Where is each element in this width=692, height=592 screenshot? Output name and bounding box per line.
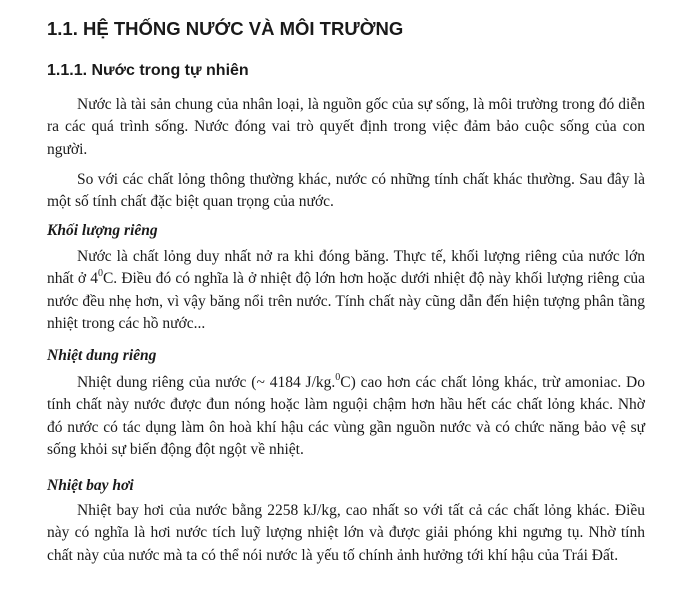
heat-capacity-superscript: 0	[335, 371, 341, 383]
density-paragraph	[47, 246, 645, 335]
density-heading: Khối lượng riêng	[47, 222, 158, 239]
intro-paragraph-1: Nước là tài sản chung của nhân loại, là nguồn gốc của sự sống, là môi trường trong đó diễn ra các quá trình sống. Nước đóng vai trò quyết định trong việc đảm bảo cuộc sống của con người.	[47, 96, 645, 158]
subsection-heading: 1.1.1. Nước trong tự nhiên	[47, 62, 249, 79]
heat-capacity-heading: Nhiệt dung riêng	[47, 347, 157, 364]
vaporization-paragraph: Nhiệt bay hơi của nước bằng 2258 kJ/kg, cao nhất so với tất cả các chất lỏng khác. Điều này có nghĩa là hơi nước tích luỹ lượng nhiệt lớn và được giải phóng khi ngưng tụ. Nhờ tính chất này của nước mà ta có thể nói nước là yếu tố chính ảnh hưởng tới khí hậu của Trái Đất.	[47, 502, 645, 564]
heat-capacity-text-after: C) cao hơn các chất lỏng khác, trừ amoniac. Do tính chất này nước được đun nóng hoặc làm nguội chậm hơn hầu hết các chất lỏng khác. Nhờ đó nước có tác dụng làm ôn hoà khí hậu các vùng gần nguồn nước và có chức năng bảo vệ sự sống khỏi sự biến động đột ngột về nhiệt.	[47, 374, 645, 458]
heat-capacity-text-before: Nhiệt dung riêng của nước (~ 4184 J/kg.	[77, 374, 336, 391]
section-heading: 1.1. HỆ THỐNG NƯỚC VÀ MÔI TRƯỜNG	[47, 18, 404, 39]
density-superscript: 0	[97, 268, 103, 280]
density-text-after: C. Điều đó có nghĩa là ở nhiệt độ lớn hơn hoặc dưới nhiệt độ này khối lượng riêng của nước đều nhẹ hơn, vì vậy băng nổi trên nước. Tính chất này cũng dẫn đến hiện tượng phân tầng nhiệt trong các hồ nước...	[47, 270, 645, 332]
heat-capacity-paragraph	[47, 372, 645, 461]
vaporization-heading: Nhiệt bay hơi	[47, 477, 134, 494]
density-text-before: Nước là chất lỏng duy nhất nở ra khi đóng băng. Thực tế, khối lượng riêng của nước lớn nhất ở 4	[47, 248, 645, 288]
intro-paragraph-2: So với các chất lỏng thông thường khác, nước có những tính chất khác thường. Sau đây là một số tính chất đặc biệt quan trọng của nước.	[47, 171, 645, 211]
